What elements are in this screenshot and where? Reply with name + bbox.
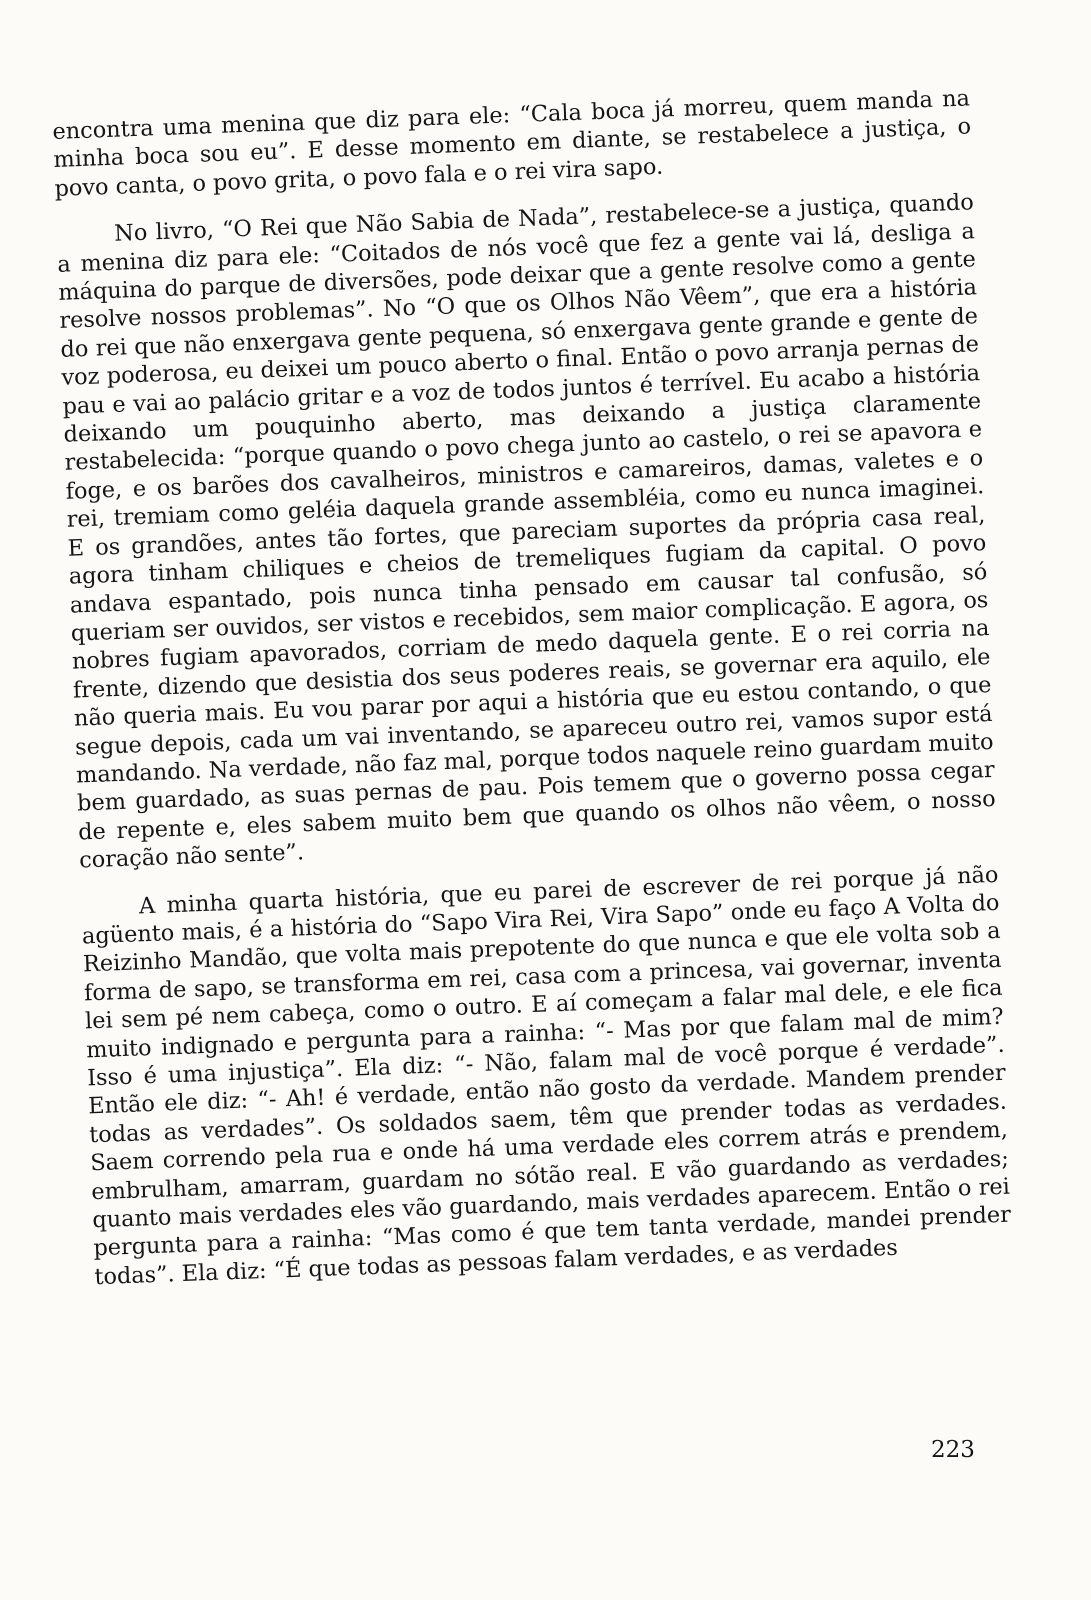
page-number: 223 [931, 1437, 975, 1463]
paragraph-2: No livro, “O Rei que Não Sabia de Nada”, restabelece-se a justiça, quando a menina diz para ele: “Coitados de nós você que fez a gente vai lá, desliga a máquina do parque de diversões, pode deixar que a gente resolve como a gente resolve nossos problemas”. No “O que os Olhos Não Vêem”, que era a história do rei que não enxergava gente pequena, só enxergava gente grande e gente de voz poderosa, eu deixei um pouco aberto o final. Então o povo arranja pernas de pau e vai ao palácio gritar e a voz de todos juntos é terrível. Eu acabo a história deixando um pouquinho aberto, mas deixando a justiça claramente restabelecida: “porque quando o povo chega junto ao castelo, o rei se apavora e foge, e os barões dos cavalheiros, ministros e camareiros, damas, valetes e o rei, tremiam como geléia daquela grande assembléia, como eu nunca imaginei. E os grandões, antes tão fortes, que pareciam suportes da própria casa real, agora tinham chiliques e cheios de tremeliques fugiam da capital. O povo andava espantado, pois nunca tinha pensado em causar tal confusão, só queriam ser ouvidos, ser vistos e recebidos, sem maior complicação. E agora, os nobres fugiam apavorados, corriam de medo daquela gente. E o rei corria na frente, dizendo que desistia dos seus poderes reais, se governar era aquilo, ele não queria mais. Eu vou parar por aqui a história que eu estou contando, o que segue depois, cada um vai inventando, se apareceu outro rei, vamos supor está mandando. Na verdade, não faz mal, porque todos naquele reino guardam muito bem guardado, as suas pernas de pau. Pois temem que o governo possa cegar de repente e, eles sabem muito bem que quando os olhos não vêem, o nosso coração não sente”. [56, 189, 997, 874]
paragraph-1: encontra uma menina que diz para ele: “Cala boca já morreu, quem manda na minha boca sou eu”. E desse momento em diante, se restabelece a justiça, o povo canta, o povo grita, o povo fala e o rei vira sapo. [52, 85, 972, 202]
paragraph-3: A minha quarta história, que eu parei de escrever de rei porque já não agüento mais, é a história do “Sapo Vira Rei, Vira Sapo” onde eu faço A Volta do Reizinho Mandão, que volta mais prepotente do que nunca e que ele volta sob a forma de sapo, se transforma em rei, casa com a princesa, vai governar, inventa lei sem pé nem cabeça, como o outro. E aí começam a falar mal dele, e ele fica muito indignado e pergunta para a rainha: “- Mas por que falam mal de mim? Isso é uma injustiça”. Ela diz: “- Não, falam mal de você porque é verdade”. Então ele diz: “- Ah! é verdade, então não gosto da verdade. Mandem prender todas as verdades”. Os soldados saem, têm que prender todas as verdades. Saem correndo pela rua e onde há uma verdade eles correm atrás e prendem, embrulham, amarram, guardam no sótão real. E vão guardando as verdades; quanto mais verdades eles vão guardando, mais verdades aparecem. Então o rei pergunta para a rainha: “Mas como é que tem tanta verdade, mandei prender todas”. Ela diz: “É que todas as pessoas falam verdades, e as verdades [81, 861, 1012, 1291]
body-text [52, 84, 1012, 1291]
